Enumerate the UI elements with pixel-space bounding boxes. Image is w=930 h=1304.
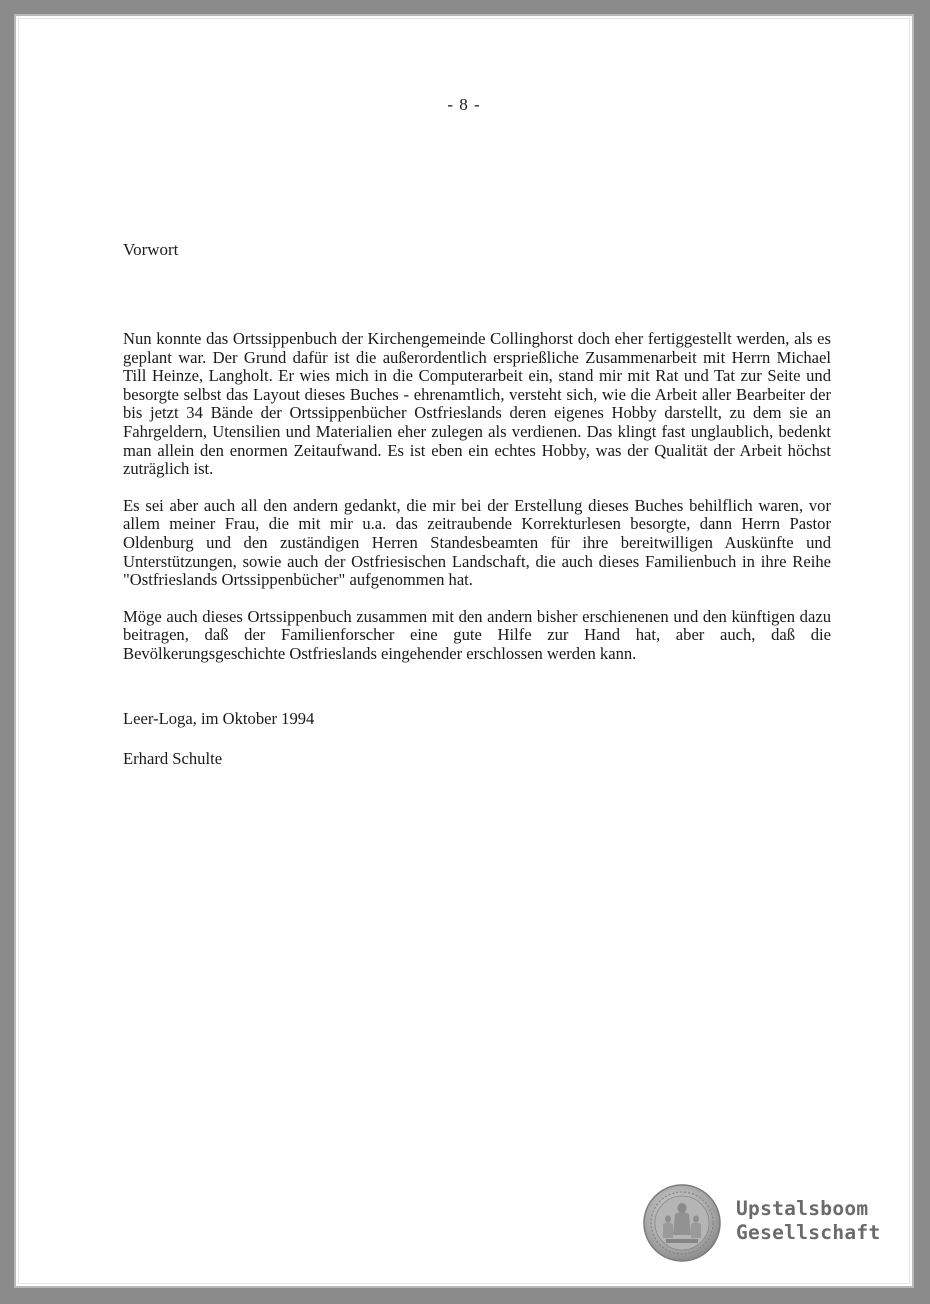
watermark-line-2: Gesellschaft (736, 1221, 881, 1244)
watermark-text (736, 1197, 880, 1245)
signature-block (123, 709, 314, 789)
watermark (642, 1183, 892, 1267)
section-heading: Vorwort (123, 240, 179, 259)
paragraph: Möge auch dieses Ortssippenbuch zusammen mit den andern bisher erschienenen und den künftigen dazu beitragen, daß der Familienforscher eine gute Hilfe zur Hand hat, aber auch, daß die Bevölkerungsgeschichte Ostfrieslands eingehender erschlossen werden kann. (123, 606, 831, 663)
foreword-body (123, 330, 831, 682)
page-number: - 8 - (447, 95, 481, 114)
watermark-line-1: Upstalsboom (736, 1197, 869, 1220)
upstalsboom-seal-icon (642, 1183, 722, 1263)
page-frame (14, 14, 914, 1288)
paragraph: Es sei aber auch all den andern gedankt, die mir bei der Erstellung dieses Buches behilflich waren, vor allem meiner Frau, die mit mir u.a. das zeitraubende Korrekturlesen besorgte, dann Herrn Pastor Oldenburg und den zuständigen Herren Standesbeamten für ihre bereitwilligen Auskünfte und Unterstützungen, sowie auch der Ostfriesischen Landschaft, die auch dieses Familienbuch in ihre Reihe "Ostfrieslands Ortssippenbücher" aufgenommen hat. (123, 495, 831, 590)
paragraph: Nun konnte das Ortssippenbuch der Kirchengemeinde Collinghorst doch eher fertiggestellt werden, als es geplant war. Der Grund dafür ist die außerordentlich ersprießliche Zusammenarbeit mit Herrn Michael Till Heinze, Langholt. Er wies mich in die Computerarbeit ein, stand mir mit Rat und Tat zur Seite und besorgte selbst das Layout dieses Buches - ehrenamtlich, versteht sich, wie die Arbeit aller Bearbeiter der bis jetzt 34 Bände der Ortssippenbücher Ostfrieslands deren eigenes Hobby darstellt, zu dem sie an Fahrgeldern, Utensilien und Materialien eher zulegen als verdienen. Das klingt fast unglaublich, bedenkt man allein den enormen Zeitaufwand. Es ist eben ein echtes Hobby, was der Qualität der Arbeit höchst zuträglich ist. (123, 329, 831, 479)
document-page (18, 18, 910, 1284)
place-date: Leer-Loga, im Oktober 1994 (123, 709, 315, 728)
author-name: Erhard Schulte (123, 749, 223, 768)
